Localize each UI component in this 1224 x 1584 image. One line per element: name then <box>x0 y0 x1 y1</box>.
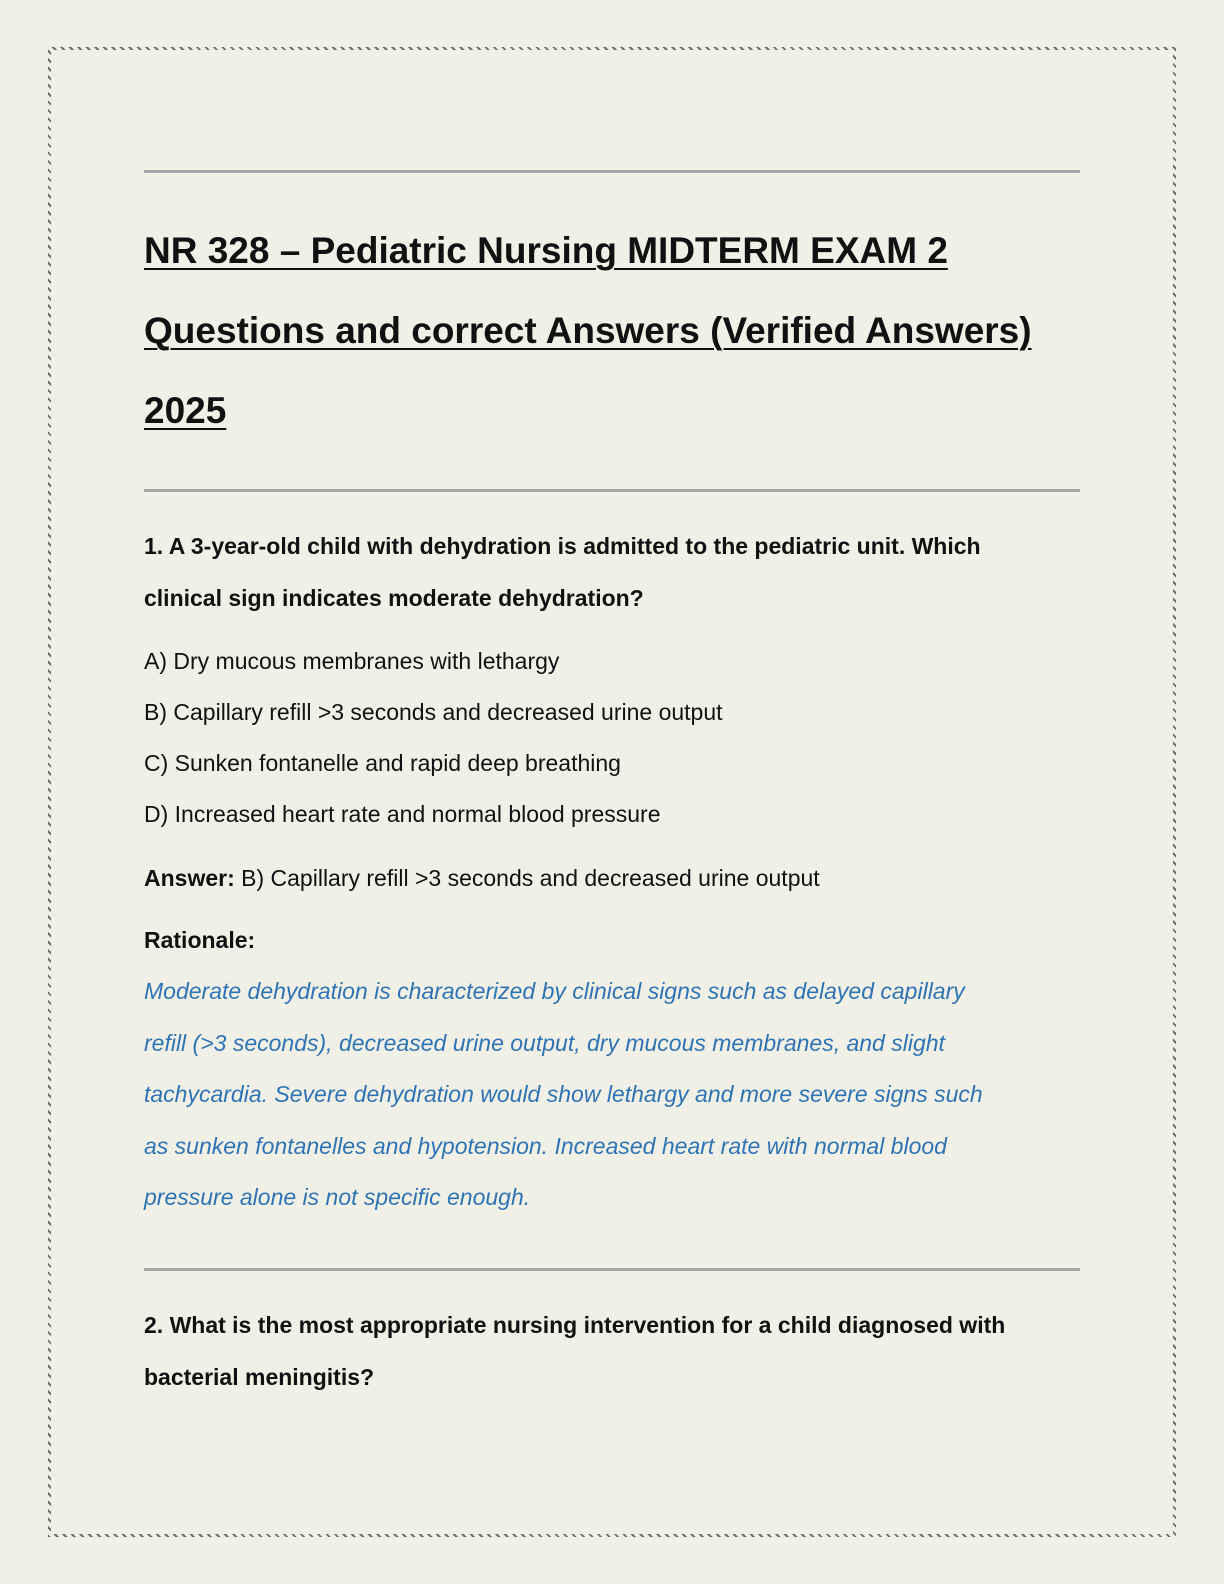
question-line: 2. What is the most appropriate nursing intervention for a child diagnosed with <box>144 1311 1006 1338</box>
question-1-rationale <box>144 966 1080 1224</box>
question-divider <box>144 1268 1080 1271</box>
question-line: 1. A 3-year-old child with dehydration is admitted to the pediatric unit. Which <box>144 533 981 559</box>
rationale-line: refill (>3 seconds), decreased urine output, dry mucous membranes, and slight <box>144 1029 945 1056</box>
top-divider <box>144 170 1080 173</box>
question-line: bacterial meningitis? <box>144 1363 375 1390</box>
question-2-text <box>144 1299 1080 1403</box>
rationale-line: tachycardia. Severe dehydration would show lethargy and more severe signs such <box>144 1081 983 1107</box>
option-b: B) Capillary refill >3 seconds and decreased urine output <box>144 699 723 725</box>
answer-text: B) Capillary refill >3 seconds and decreased urine output <box>234 865 820 891</box>
document-body <box>144 170 1080 1403</box>
question-1-answer <box>144 852 1080 904</box>
document-title <box>144 211 1080 451</box>
option-d: D) Increased heart rate and normal blood pressure <box>144 801 661 827</box>
question-line: clinical sign indicates moderate dehydration? <box>144 585 644 611</box>
title-line: 2025 <box>144 390 227 431</box>
answer-label: Answer: <box>144 865 235 891</box>
option-a: A) Dry mucous membranes with lethargy <box>144 648 560 674</box>
question-1-options <box>144 636 1080 840</box>
rationale-line: pressure alone is not specific enough. <box>144 1184 531 1210</box>
title-line: NR 328 – Pediatric Nursing MIDTERM EXAM 2 <box>144 230 948 271</box>
title-divider <box>144 489 1080 492</box>
rationale-label: Rationale: <box>144 927 256 953</box>
rationale-line: as sunken fontanelles and hypotension. Increased heart rate with normal blood <box>144 1132 947 1159</box>
rationale-line: Moderate dehydration is characterized by clinical signs such as delayed capillary <box>144 978 965 1004</box>
question-1-text <box>144 520 1080 624</box>
option-c: C) Sunken fontanelle and rapid deep breathing <box>144 750 621 776</box>
title-line: Questions and correct Answers (Verified Answers) <box>144 310 1032 351</box>
